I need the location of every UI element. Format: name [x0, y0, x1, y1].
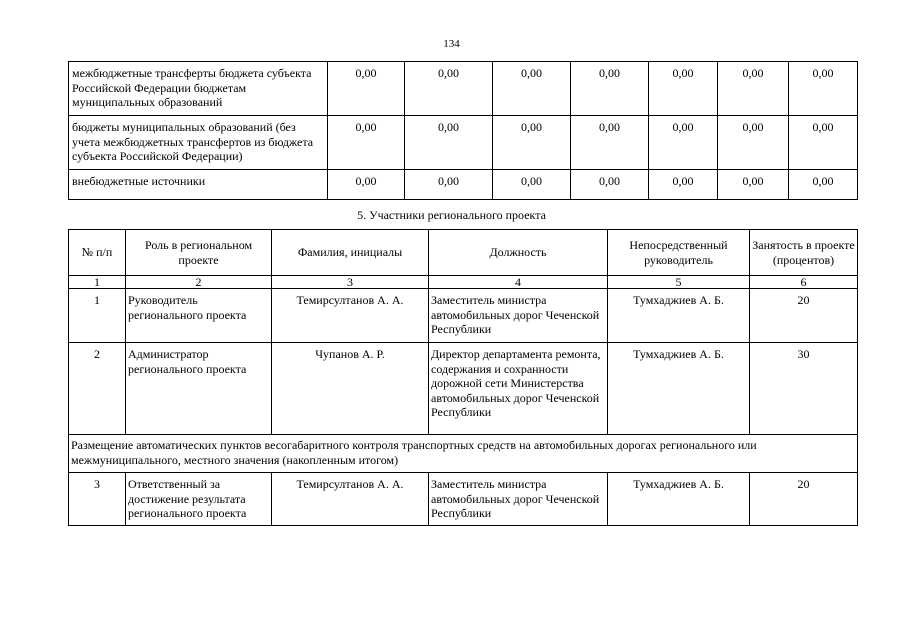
participant-name: Темирсултанов А. А.: [272, 289, 429, 343]
funding-value: 0,00: [571, 62, 649, 116]
participants-table: [68, 229, 858, 526]
participant-number: 3: [69, 473, 126, 526]
column-number: 5: [608, 276, 750, 289]
participant-position: Директор департамента ремонта, содержания и сохранности дорожной сети Министерства автомобильных дорог Чеченской Республики: [429, 343, 608, 435]
result-row: [69, 435, 858, 473]
participant-row: [69, 289, 858, 343]
funding-value: 0,00: [405, 62, 493, 116]
participant-workload: 20: [750, 289, 858, 343]
header-supervisor: Непосредственный руководитель: [608, 230, 750, 276]
section-title: 5. Участники регионального проекта: [357, 208, 546, 222]
column-number: 1: [69, 276, 126, 289]
funding-table: [68, 61, 858, 200]
funding-value: 0,00: [571, 116, 649, 170]
participant-number: 2: [69, 343, 126, 435]
funding-value: 0,00: [649, 62, 718, 116]
participant-supervisor: Тумхаджиев А. Б.: [608, 343, 750, 435]
funding-value: 0,00: [405, 170, 493, 200]
funding-value: 0,00: [328, 170, 405, 200]
participant-workload: 20: [750, 473, 858, 526]
participant-supervisor: Тумхаджиев А. Б.: [608, 473, 750, 526]
participant-position: Заместитель министра автомобильных дорог Чеченской Республики: [429, 289, 608, 343]
funding-value: 0,00: [718, 116, 789, 170]
header-position: Должность: [429, 230, 608, 276]
funding-value: 0,00: [493, 170, 571, 200]
column-number: 6: [750, 276, 858, 289]
header-workload: Занятость в проекте (процентов): [750, 230, 858, 276]
participant-supervisor: Тумхаджиев А. Б.: [608, 289, 750, 343]
page-number: 134: [443, 38, 460, 50]
participant-role: Ответственный за достижение результата регионального проекта: [126, 473, 272, 526]
funding-label: внебюджетные источники: [69, 170, 328, 200]
funding-row: [69, 170, 858, 200]
funding-value: 0,00: [718, 170, 789, 200]
column-number: 3: [272, 276, 429, 289]
funding-row: [69, 62, 858, 116]
funding-label: бюджеты муниципальных образований (без учета межбюджетных трансфертов из бюджета субъекта Российской Федерации): [69, 116, 328, 170]
participant-number: 1: [69, 289, 126, 343]
funding-value: 0,00: [405, 116, 493, 170]
participant-name: Темирсултанов А. А.: [272, 473, 429, 526]
participant-name: Чупанов А. Р.: [272, 343, 429, 435]
participant-row: [69, 343, 858, 435]
participant-position: Заместитель министра автомобильных дорог Чеченской Республики: [429, 473, 608, 526]
header-number: № п/п: [69, 230, 126, 276]
funding-value: 0,00: [493, 116, 571, 170]
funding-value: 0,00: [649, 170, 718, 200]
funding-value: 0,00: [649, 116, 718, 170]
funding-value: 0,00: [789, 170, 858, 200]
header-name: Фамилия, инициалы: [272, 230, 429, 276]
funding-value: 0,00: [718, 62, 789, 116]
funding-value: 0,00: [789, 116, 858, 170]
header-role: Роль в региональном проекте: [126, 230, 272, 276]
funding-value: 0,00: [789, 62, 858, 116]
participant-workload: 30: [750, 343, 858, 435]
funding-value: 0,00: [493, 62, 571, 116]
participant-role: Администратор регионального проекта: [126, 343, 272, 435]
participant-row: [69, 473, 858, 526]
funding-value: 0,00: [571, 170, 649, 200]
participants-header-row: [69, 230, 858, 276]
funding-row: [69, 116, 858, 170]
result-title: Размещение автоматических пунктов весогабаритного контроля транспортных средств на автомобильных дорогах регионального или межмуниципального, местного значения (накопленным итогом): [69, 435, 858, 473]
funding-value: 0,00: [328, 116, 405, 170]
participant-role: Руководитель регионального проекта: [126, 289, 272, 343]
funding-value: 0,00: [328, 62, 405, 116]
funding-label: межбюджетные трансферты бюджета субъекта Российской Федерации бюджетам муниципальных образований: [69, 62, 328, 116]
column-number-row: [69, 276, 858, 289]
column-number: 2: [126, 276, 272, 289]
column-number: 4: [429, 276, 608, 289]
